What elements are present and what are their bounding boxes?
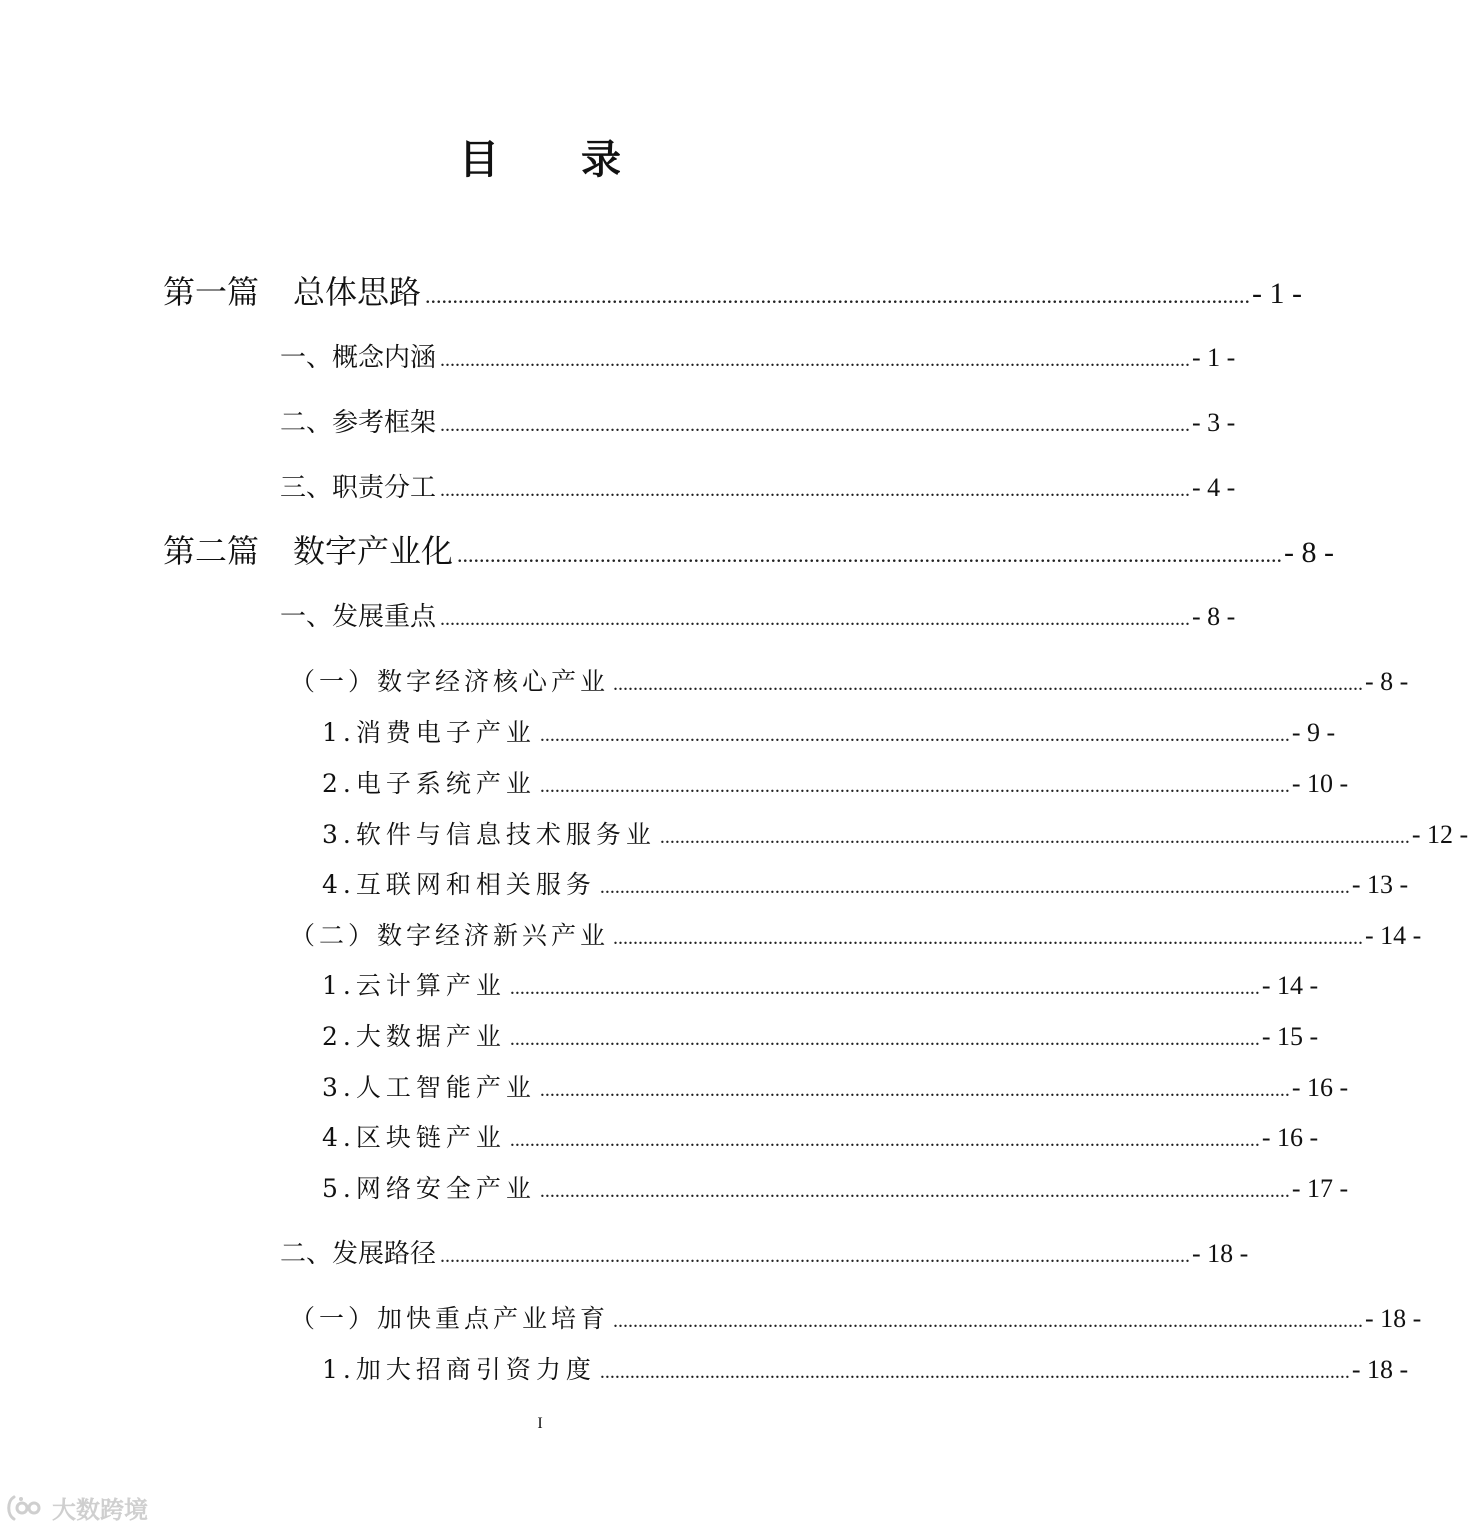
- page-ref: - 14 -: [1365, 921, 1422, 950]
- dot-leader: ......................................................................................................................................................: [659, 826, 1410, 848]
- dot-leader: ......................................................................................................................................................: [613, 673, 1364, 695]
- dot-leader: ......................................................................................................................................................: [440, 414, 1191, 436]
- dot-leader: ......................................................................................................................................................: [613, 927, 1364, 949]
- page-ref: - 16 -: [1291, 1073, 1349, 1102]
- watermark-text: 大数跨境: [52, 1496, 148, 1524]
- dot-leader: ......................................................................................................................................................: [440, 608, 1191, 630]
- page-ref: - 13 -: [1351, 870, 1409, 899]
- toc-entry-part-2: [163, 529, 1335, 577]
- toc-entry: [290, 1299, 1422, 1341]
- page-ref: - 1 -: [1252, 277, 1303, 310]
- watermark-logo-icon: [4, 1493, 48, 1523]
- dot-leader: ......................................................................................................................................................: [599, 876, 1350, 898]
- page-ref: - 18 -: [1351, 1355, 1409, 1384]
- part-title: 总体思路: [293, 273, 422, 311]
- entry-label: 4.区块链产业: [322, 1123, 506, 1152]
- dot-leader: ......................................................................................................................................................: [539, 775, 1290, 797]
- entry-label: 1.消费电子产业: [322, 718, 536, 747]
- page-ref: - 17 -: [1291, 1174, 1349, 1203]
- part-number: 第二篇: [163, 532, 260, 570]
- page-ref: - 8 -: [1365, 667, 1409, 696]
- page-ref: - 9 -: [1291, 718, 1336, 747]
- toc-entry: [290, 916, 1422, 958]
- dot-leader: ......................................................................................................................................................: [425, 283, 1251, 308]
- entry-label: 3.人工智能产业: [322, 1073, 536, 1102]
- page-ref: - 8 -: [1284, 536, 1335, 569]
- entry-label: 5.网络安全产业: [322, 1174, 536, 1203]
- entry-label: 一、概念内涵: [280, 343, 437, 373]
- toc-entry: [280, 468, 1236, 510]
- page-ref: - 4 -: [1192, 473, 1236, 502]
- toc-entry: [322, 713, 1336, 755]
- entry-label: 二、发展路径: [280, 1239, 437, 1269]
- toc-entry: [322, 1068, 1349, 1110]
- part-number: 第一篇: [163, 273, 260, 311]
- toc-entry: [290, 662, 1409, 704]
- toc-entry: [322, 1118, 1319, 1160]
- page-ref: - 18 -: [1192, 1239, 1249, 1268]
- dot-leader: ......................................................................................................................................................: [457, 542, 1283, 567]
- dot-leader: ......................................................................................................................................................: [509, 977, 1260, 999]
- page-title: 目 录: [459, 137, 655, 183]
- page-ref: - 12 -: [1411, 820, 1468, 849]
- toc-entry: [280, 597, 1236, 639]
- page-ref: - 14 -: [1261, 971, 1319, 1000]
- entry-label: 3.软件与信息技术服务业: [322, 820, 656, 849]
- dot-leader: ......................................................................................................................................................: [440, 349, 1191, 371]
- toc-entry: [322, 1017, 1319, 1059]
- toc-entry: [280, 1234, 1249, 1276]
- toc-entry: [322, 865, 1409, 907]
- watermark: [4, 1490, 148, 1525]
- dot-leader: ......................................................................................................................................................: [440, 479, 1191, 501]
- entry-label: 1.加大招商引资力度: [322, 1355, 596, 1384]
- entry-label: 一、发展重点: [280, 602, 437, 632]
- page-ref: - 15 -: [1261, 1022, 1319, 1051]
- dot-leader: ......................................................................................................................................................: [599, 1361, 1350, 1383]
- dot-leader: ......................................................................................................................................................: [509, 1028, 1260, 1050]
- entry-label: 4.互联网和相关服务: [322, 870, 596, 899]
- page-ref: - 16 -: [1261, 1123, 1319, 1152]
- toc-entry: [280, 338, 1236, 380]
- dot-leader: ......................................................................................................................................................: [440, 1245, 1191, 1267]
- dot-leader: ......................................................................................................................................................: [613, 1310, 1364, 1332]
- entry-label: （一）加快重点产业培育: [290, 1304, 610, 1333]
- page-ref: - 10 -: [1291, 769, 1349, 798]
- toc-entry: [322, 1350, 1409, 1392]
- toc-entry: [322, 764, 1349, 806]
- entry-label: （一）数字经济核心产业: [290, 667, 610, 696]
- entry-label: 2.大数据产业: [322, 1022, 506, 1051]
- entry-label: 1.云计算产业: [322, 971, 506, 1000]
- toc-entry-part-1: [163, 270, 1303, 318]
- dot-leader: ......................................................................................................................................................: [509, 1129, 1260, 1151]
- part-title: 数字产业化: [293, 532, 454, 570]
- page-number: I: [537, 1415, 543, 1432]
- dot-leader: ......................................................................................................................................................: [539, 1180, 1290, 1202]
- page-ref: - 3 -: [1192, 408, 1236, 437]
- entry-label: 二、参考框架: [280, 408, 437, 438]
- entry-label: 2.电子系统产业: [322, 769, 536, 798]
- dot-leader: ......................................................................................................................................................: [539, 724, 1290, 746]
- entry-label: 三、职责分工: [280, 473, 437, 503]
- page-ref: - 18 -: [1365, 1304, 1422, 1333]
- page-ref: - 1 -: [1192, 343, 1236, 372]
- toc-entry: [280, 403, 1236, 445]
- entry-label: （二）数字经济新兴产业: [290, 921, 610, 950]
- dot-leader: ......................................................................................................................................................: [539, 1079, 1290, 1101]
- page-ref: - 8 -: [1192, 602, 1236, 631]
- toc-entry: [322, 966, 1319, 1008]
- toc-entry: [322, 815, 1468, 857]
- toc-entry: [322, 1169, 1349, 1211]
